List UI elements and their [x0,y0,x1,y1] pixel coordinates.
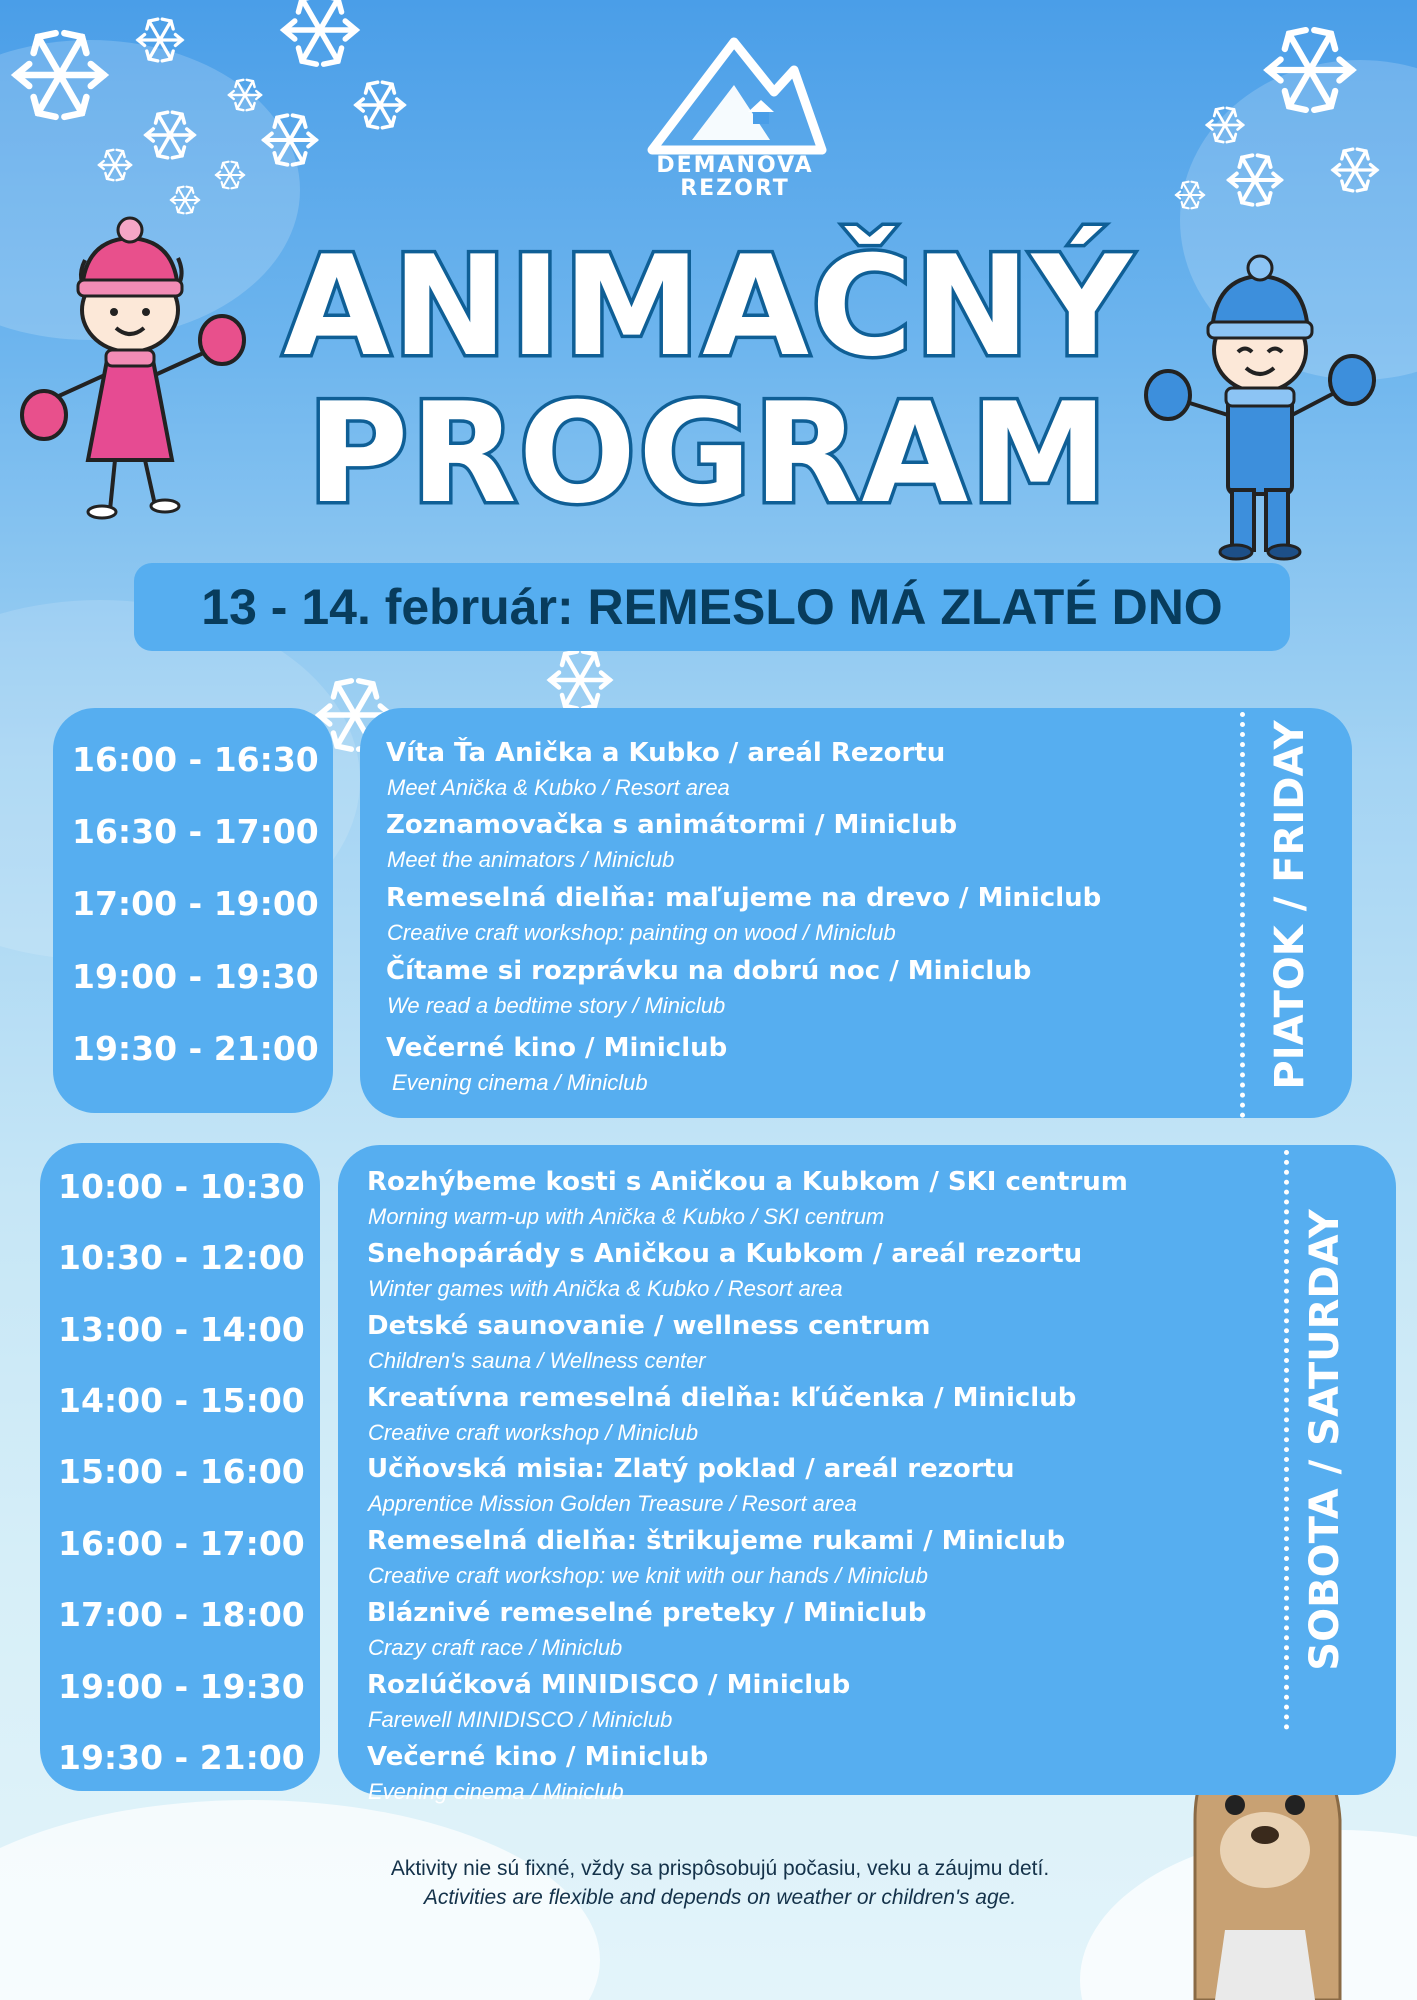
friday-activity-subtitle-4: We read a bedtime story / Miniclub [387,993,726,1018]
saturday-activity-title-4: Kreatívna remeselná dielňa: kľúčenka / Miniclub [367,1383,1077,1413]
page-title-line2: PROGRAM [307,373,1110,534]
friday-activity-subtitle-3: Creative craft workshop: painting on wood / Miniclub [387,920,896,945]
friday-activity-title-5: Večerné kino / Miniclub [386,1033,728,1063]
page-title-line1: ANIMAČNÝ [283,226,1134,387]
saturday-activity-title-7: Bláznivé remeselné preteky / Miniclub [367,1598,927,1628]
friday-activity-title-1: Víta Ťa Anička a Kubko / areál Rezortu [386,738,946,768]
friday-activity-subtitle-5: Evening cinema / Miniclub [392,1070,648,1095]
date-theme-banner: 13 - 14. február: REMESLO MÁ ZLATÉ DNO [134,563,1290,651]
friday-activity-subtitle-2: Meet the animators / Miniclub [387,847,675,872]
saturday-activity-title-2: Snehopárády s Aničkou a Kubkom / areál rezortu [367,1239,1083,1269]
friday-time-1: 16:00 - 16:30 [72,740,319,779]
saturday-activity-subtitle-6: Creative craft workshop: we knit with our hands / Miniclub [368,1563,929,1588]
saturday-activity-title-1: Rozhýbeme kosti s Aničkou a Kubkom / SKI centrum [367,1167,1128,1197]
saturday-time-1: 10:00 - 10:30 [58,1167,305,1206]
saturday-time-6: 16:00 - 17:00 [58,1524,305,1563]
saturday-activity-title-8: Rozlúčková MINIDISCO / Miniclub [367,1670,851,1700]
saturday-activity-subtitle-1: Morning warm-up with Anička & Kubko / SKI centrum [368,1204,885,1229]
friday-time-5: 19:30 - 21:00 [72,1029,319,1068]
friday-activity-subtitle-1: Meet Anička & Kubko / Resort area [387,775,730,800]
friday-day-label: PIATOK / FRIDAY [1267,720,1313,1090]
saturday-activity-subtitle-4: Creative craft workshop / Miniclub [368,1420,699,1445]
brand-name-line1: DEMÄNOVÁ [656,153,814,178]
day-divider [1240,712,1245,1118]
saturday-time-9: 19:30 - 21:00 [58,1738,305,1777]
footer-note-sk: Aktivity nie sú fixné, vždy sa prispôsobujú počasiu, veku a záujmu detí. [390,1857,1050,1880]
saturday-activity-subtitle-3: Children's sauna / Wellness center [368,1348,706,1373]
day-divider [1284,1150,1289,1730]
saturday-activity-title-3: Detské saunovanie / wellness centrum [367,1311,931,1341]
friday-activity-title-3: Remeselná dielňa: maľujeme na drevo / Miniclub [386,883,1102,913]
saturday-time-3: 13:00 - 14:00 [58,1310,305,1349]
saturday-activity-subtitle-8: Farewell MINIDISCO / Miniclub [368,1707,673,1732]
friday-time-4: 19:00 - 19:30 [72,957,319,996]
saturday-time-7: 17:00 - 18:00 [58,1595,305,1634]
saturday-time-5: 15:00 - 16:00 [58,1452,305,1491]
saturday-activity-subtitle-9: Evening cinema / Miniclub [368,1779,624,1804]
saturday-activity-title-9: Večerné kino / Miniclub [367,1742,709,1772]
footer-note-en: Activities are flexible and depends on weather or children's age. [423,1886,1017,1909]
friday-activity-title-2: Zoznamovačka s animátormi / Miniclub [386,810,958,840]
friday-time-2: 16:30 - 17:00 [72,812,319,851]
saturday-time-4: 14:00 - 15:00 [58,1381,305,1420]
brand-name-line2: REZORT [680,176,790,201]
friday-time-3: 17:00 - 19:00 [72,884,319,923]
saturday-day-label: SOBOTA / SATURDAY [1302,1209,1348,1671]
saturday-activity-subtitle-7: Crazy craft race / Miniclub [368,1635,623,1660]
saturday-activity-subtitle-2: Winter games with Anička & Kubko / Resort area [368,1276,843,1301]
saturday-time-2: 10:30 - 12:00 [58,1238,305,1277]
friday-activity-title-4: Čítame si rozprávku na dobrú noc / Miniclub [386,956,1032,986]
saturday-activity-title-5: Učňovská misia: Zlatý poklad / areál rezortu [367,1454,1015,1484]
saturday-time-8: 19:00 - 19:30 [58,1667,305,1706]
brand-logo [645,38,825,202]
saturday-activity-title-6: Remeselná dielňa: štrikujeme rukami / Miniclub [367,1526,1066,1556]
saturday-activity-subtitle-5: Apprentice Mission Golden Treasure / Resort area [368,1491,857,1516]
